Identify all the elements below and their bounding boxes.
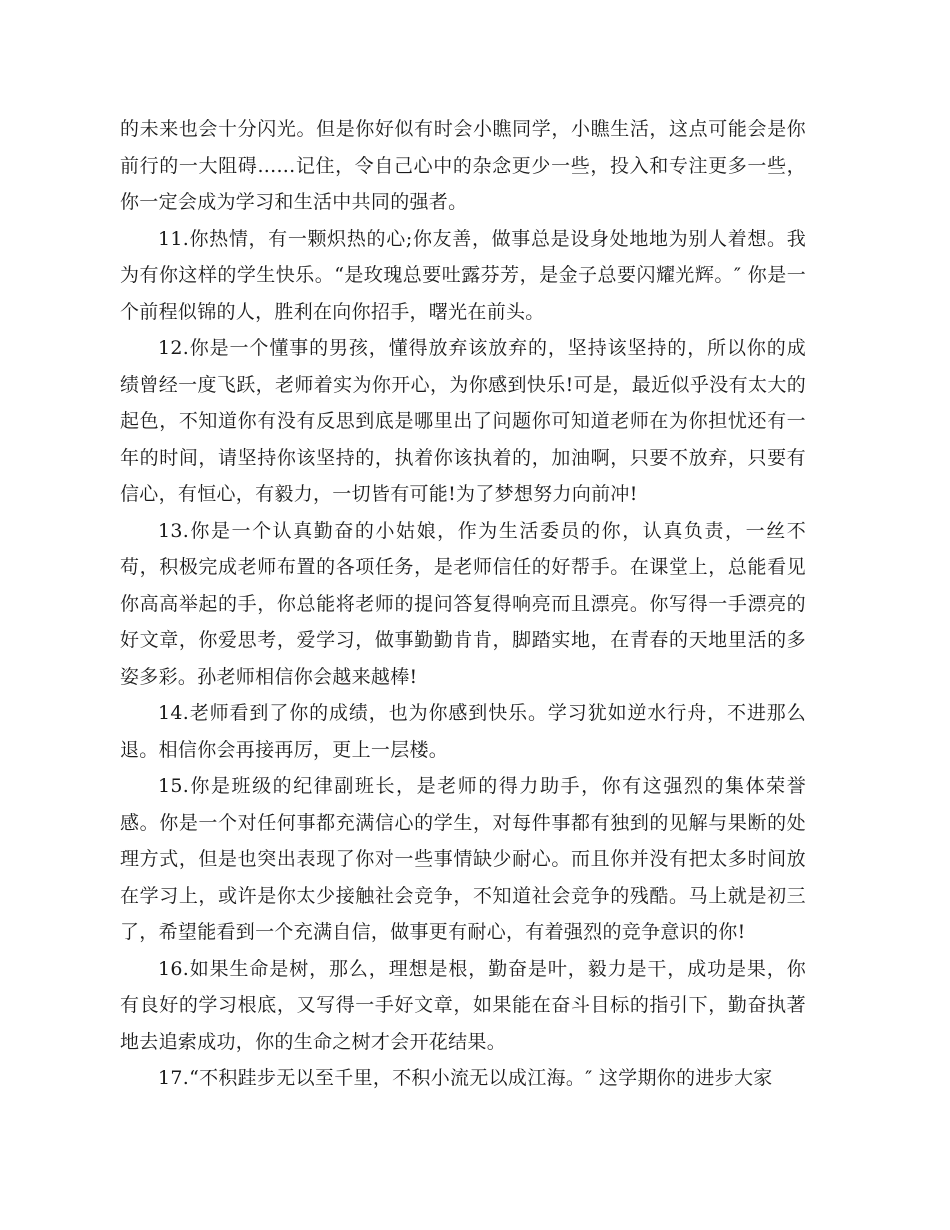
document-body	[120, 111, 806, 1097]
paragraph-13: 13.你是一个认真勤奋的小姑娘，作为生活委员的你，认真负责，一丝不苟，积极完成老师布置的各项任务，是老师信任的好帮手。在课堂上，总能看见你高高举起的手，你总能将老师的提问答复得响亮而且漂亮。你写得一手漂亮的好文章，你爱思考，爱学习，做事勤勤肯肯，脚踏实地，在青春的天地里活的多姿多彩。孙老师相信你会越来越棒!	[120, 519, 806, 688]
paragraph-16: 16.如果生命是树，那么，理想是根，勤奋是叶，毅力是干，成功是果，你有良好的学习根底，又写得一手好文章，如果能在奋斗目标的指引下，勤奋执著地去追索成功，你的生命之树才会开花结果。	[120, 957, 806, 1053]
paragraph-17: 17.“不积跬步无以至千里，不积小流无以成江海。″ 这学期你的进步大家	[158, 1067, 773, 1089]
paragraph-15: 15.你是班级的纪律副班长，是老师的得力助手，你有这强烈的集体荣誉感。你是一个对任何事都充满信心的学生，对每件事都有独到的见解与果断的处理方式，但是也突出表现了你对一些事情缺少耐心。而且你并没有把太多时间放在学习上，或许是你太少接触社会竞争，不知道社会竞争的残酷。马上就是初三了，希望能看到一个充满自信，做事更有耐心，有着强烈的竞争意识的你!	[120, 775, 806, 943]
paragraph-10-continued: 的未来也会十分闪光。但是你好似有时会小瞧同学，小瞧生活，这点可能会是你前行的一大阻碍......记住，令自己心中的杂念更少一些，投入和专注更多一些，你一定会成为学习和生活中共同的强者。	[120, 118, 806, 213]
paragraph-11: 11.你热情，有一颗炽热的心;你友善，做事总是设身处地地为别人着想。我为有你这样的学生快乐。“是玫瑰总要吐露芬芳，是金子总要闪耀光辉。″ 你是一个前程似锦的人，胜利在向你招手，曙光在前头。	[120, 227, 806, 323]
paragraph-14: 14.老师看到了你的成绩，也为你感到快乐。学习犹如逆水行舟，不进那么退。相信你会再接再厉，更上一层楼。	[120, 702, 806, 761]
paragraph-12: 12.你是一个懂事的男孩，懂得放弃该放弃的，坚持该坚持的，所以你的成绩曾经一度飞跃，老师着实为你开心，为你感到快乐!可是，最近似乎没有太大的起色，不知道你有没有反思到底是哪里出了问题你可知道老师在为你担忧还有一年的时间，请坚持你该坚持的，执着你该执着的，加油啊，只要不放弃，只要有信心，有恒心，有毅力，一切皆有可能!为了梦想努力向前冲!	[120, 337, 806, 505]
